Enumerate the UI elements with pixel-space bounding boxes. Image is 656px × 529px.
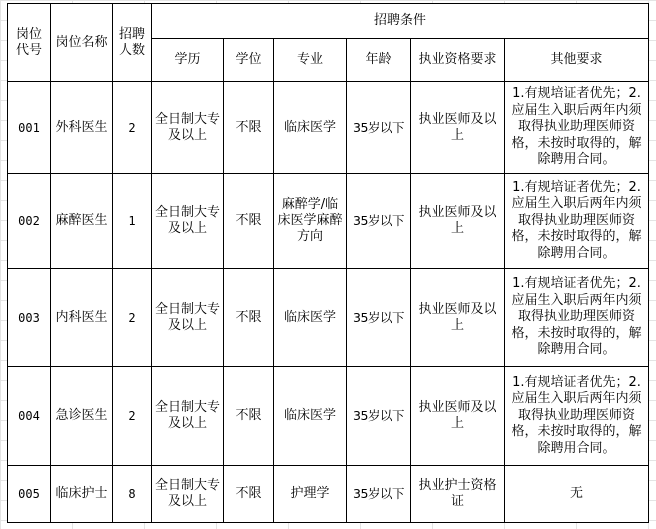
cell-count: 2 xyxy=(113,82,152,174)
header-code: 岗位代号 xyxy=(8,4,51,82)
cell-other: 无 xyxy=(505,466,649,523)
cell-qualification: 执业医师及以上 xyxy=(411,82,505,174)
cell-qualification: 执业医师及以上 xyxy=(411,269,505,367)
cell-degree: 不限 xyxy=(224,466,274,523)
cell-qualification: 执业护士资格证 xyxy=(411,466,505,523)
table-row xyxy=(8,367,649,466)
header-major: 专业 xyxy=(274,39,347,82)
cell-education: 全日制大专及以上 xyxy=(152,466,224,523)
cell-major: 临床医学 xyxy=(274,367,347,466)
header-degree: 学位 xyxy=(224,39,274,82)
cell-count: 2 xyxy=(113,367,152,466)
header-name: 岗位名称 xyxy=(51,4,113,82)
header-other: 其他要求 xyxy=(505,39,649,82)
cell-other: 1.有规培证者优先；2.应届生入职后两年内须取得执业助理医师资格，未按时取得的，解除聘用合同。 xyxy=(505,82,649,174)
cell-name: 内科医生 xyxy=(51,269,113,367)
recruitment-table xyxy=(7,3,649,523)
cell-age: 35岁以下 xyxy=(347,367,411,466)
cell-code: 002 xyxy=(8,174,51,269)
table-row xyxy=(8,269,649,367)
cell-degree: 不限 xyxy=(224,269,274,367)
cell-name: 急诊医生 xyxy=(51,367,113,466)
header-age: 年龄 xyxy=(347,39,411,82)
cell-major: 临床医学 xyxy=(274,82,347,174)
header-count: 招聘人数 xyxy=(113,4,152,82)
cell-name: 临床护士 xyxy=(51,466,113,523)
cell-major: 麻醉学/临床医学麻醉方向 xyxy=(274,174,347,269)
cell-education: 全日制大专及以上 xyxy=(152,82,224,174)
cell-major: 护理学 xyxy=(274,466,347,523)
cell-name: 外科医生 xyxy=(51,82,113,174)
cell-qualification: 执业医师及以上 xyxy=(411,174,505,269)
cell-count: 2 xyxy=(113,269,152,367)
cell-count: 8 xyxy=(113,466,152,523)
header-education: 学历 xyxy=(152,39,224,82)
cell-education: 全日制大专及以上 xyxy=(152,269,224,367)
cell-major: 临床医学 xyxy=(274,269,347,367)
cell-age: 35岁以下 xyxy=(347,82,411,174)
cell-education: 全日制大专及以上 xyxy=(152,367,224,466)
cell-degree: 不限 xyxy=(224,82,274,174)
cell-other: 1.有规培证者优先；2.应届生入职后两年内须取得执业助理医师资格，未按时取得的，解除聘用合同。 xyxy=(505,367,649,466)
table-row xyxy=(8,466,649,523)
cell-count: 1 xyxy=(113,174,152,269)
table-row xyxy=(8,174,649,269)
cell-education: 全日制大专及以上 xyxy=(152,174,224,269)
cell-code: 004 xyxy=(8,367,51,466)
cell-age: 35岁以下 xyxy=(347,466,411,523)
cell-degree: 不限 xyxy=(224,367,274,466)
header-conditions-group: 招聘条件 xyxy=(152,4,649,39)
cell-code: 001 xyxy=(8,82,51,174)
cell-other: 1.有规培证者优先；2.应届生入职后两年内须取得执业助理医师资格，未按时取得的，解除聘用合同。 xyxy=(505,269,649,367)
cell-age: 35岁以下 xyxy=(347,269,411,367)
cell-degree: 不限 xyxy=(224,174,274,269)
cell-name: 麻醉医生 xyxy=(51,174,113,269)
cell-other: 1.有规培证者优先；2.应届生入职后两年内须取得执业助理医师资格，未按时取得的，解除聘用合同。 xyxy=(505,174,649,269)
cell-qualification: 执业医师及以上 xyxy=(411,367,505,466)
cell-code: 005 xyxy=(8,466,51,523)
cell-age: 35岁以下 xyxy=(347,174,411,269)
header-row-1 xyxy=(8,4,649,39)
cell-code: 003 xyxy=(8,269,51,367)
table-row xyxy=(8,82,649,174)
header-qualification: 执业资格要求 xyxy=(411,39,505,82)
